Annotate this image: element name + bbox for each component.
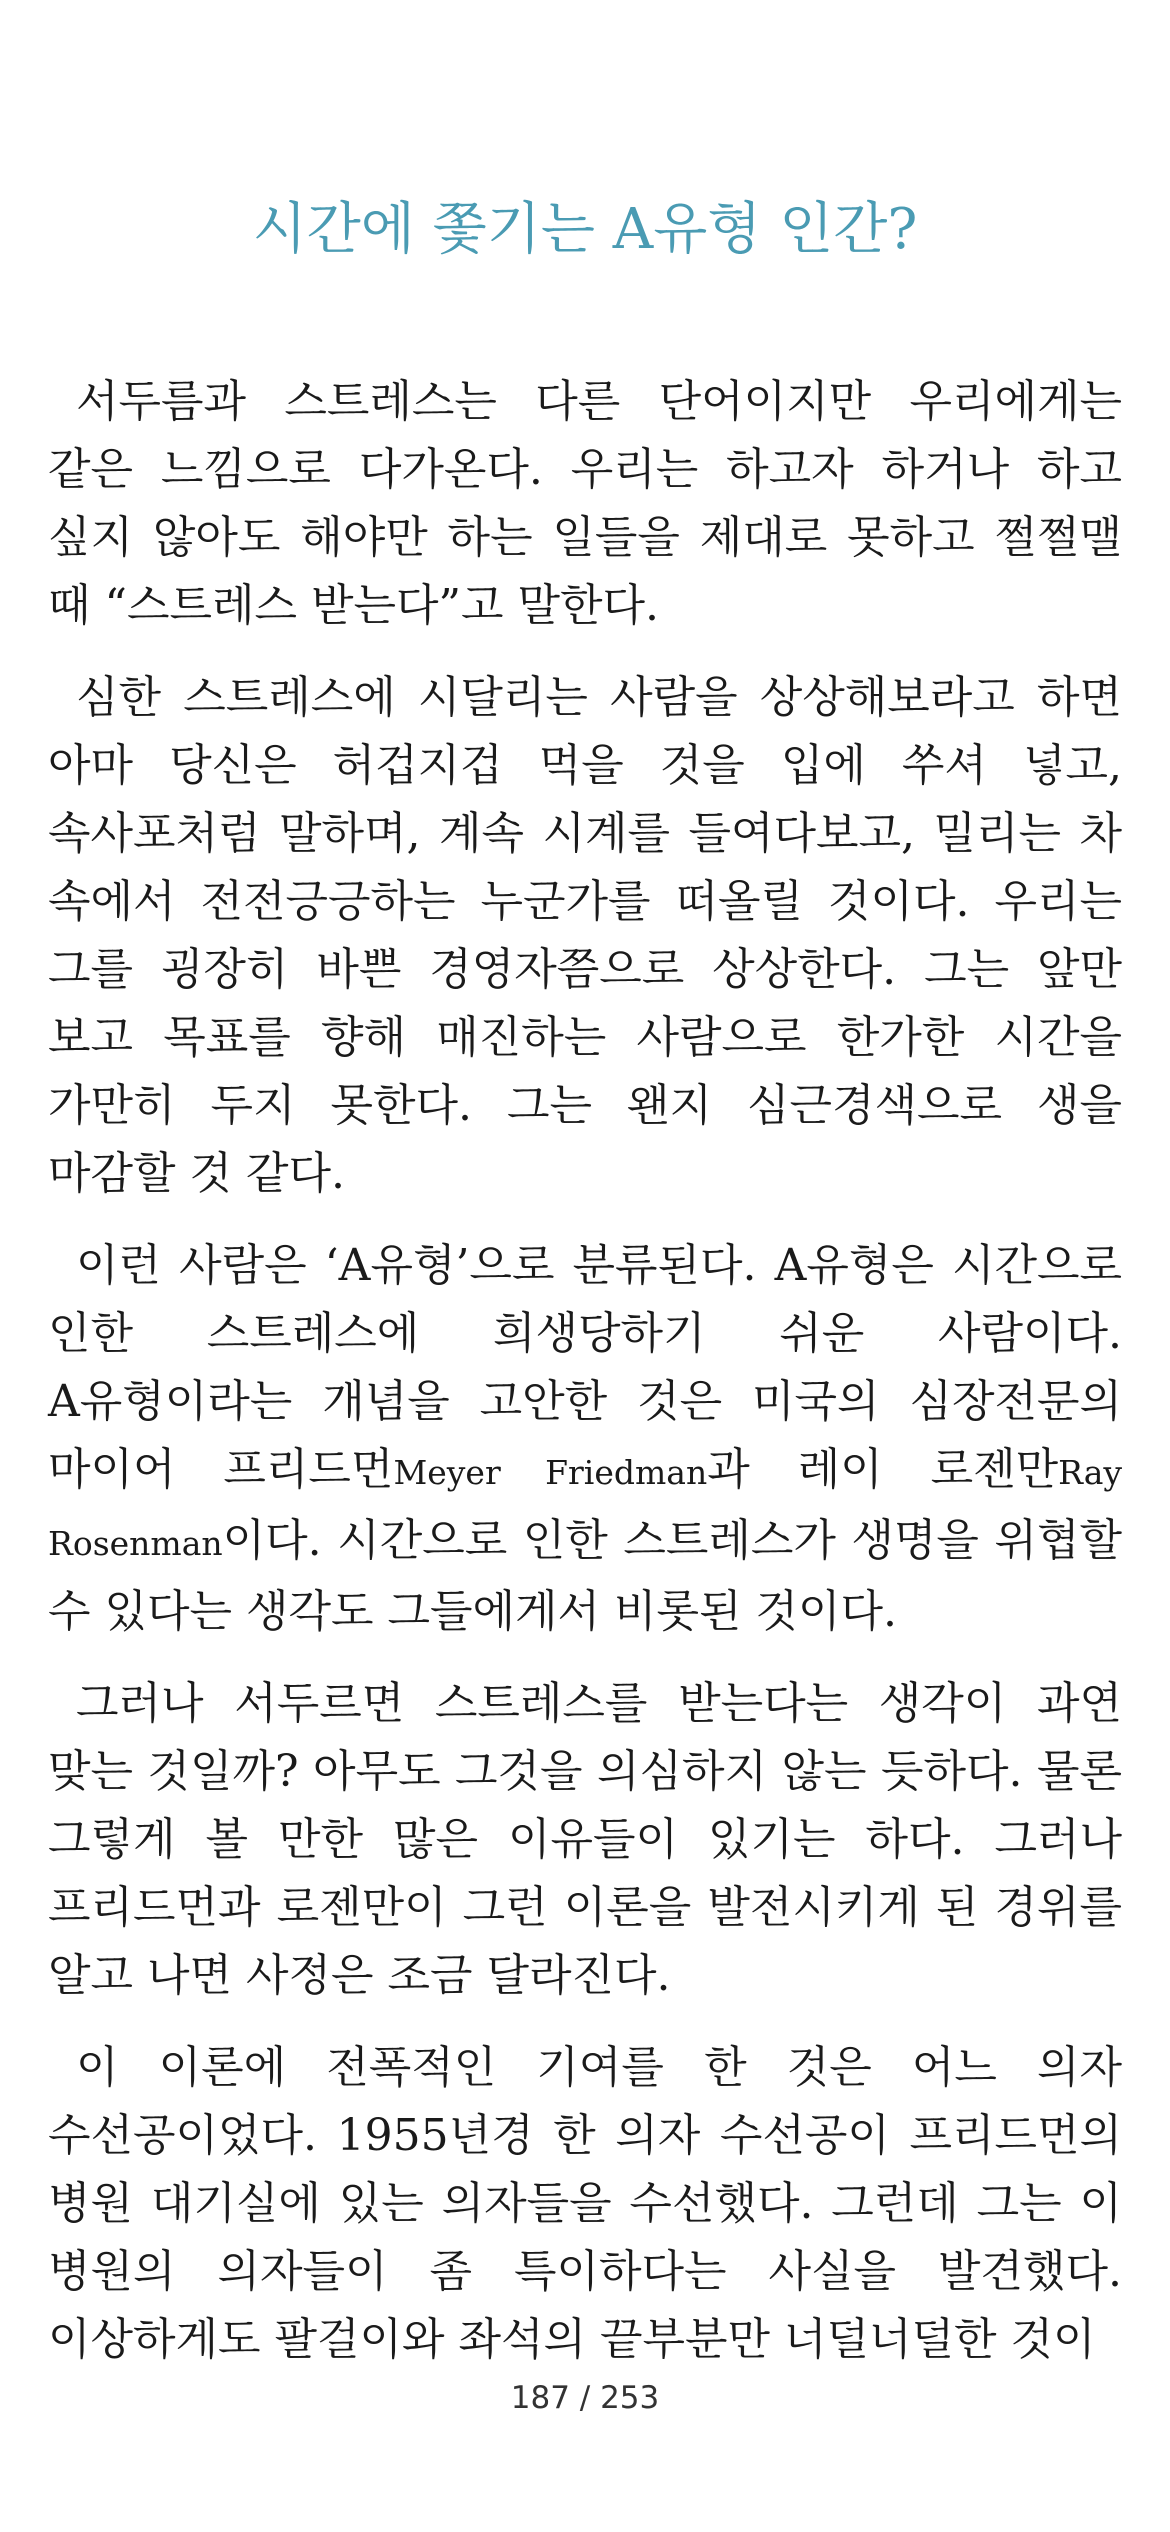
english-name-ray-rosenman: Ray Rosenman [48, 1453, 1123, 1563]
paragraph-3 [48, 1232, 1122, 1646]
chapter-title: 시간에 쫓기는 A유형 인간? [252, 197, 918, 262]
english-name-meyer-friedman: Meyer Friedman [393, 1453, 708, 1492]
page-number: 187 / 253 [510, 2380, 660, 2416]
paragraph-1: 서두름과 스트레스는 다른 단어이지만 우리에게는 같은 느낌으로 다가온다. 우리는 하고자 하거나 하고 싶지 않아도 해야만 하는 일들을 제대로 못하고 쩔쩔맬 때 “스트레스 받는다”고 말한다. [48, 376, 1122, 631]
paragraph-3-text-a: 이런 사람은 ‘A유형’으로 분류된다. A유형은 시간으로 인한 스트레스에 희생당하기 쉬운 사람이다. A유형이라는 개념을 고안한 것은 미국의 심장전문의 마이어 프리드먼 [48, 1240, 1122, 1495]
paragraph-3-text-b: 과 레이 로젠만 [707, 1444, 1059, 1495]
paragraph-3-text-c: 이다. 시간으로 인한 스트레스가 생명을 위협할 수 있다는 생각도 그들에게서 비롯된 것이다. [48, 1515, 1122, 1637]
body-text [48, 368, 1122, 2374]
paragraph-5: 이 이론에 전폭적인 기여를 한 것은 어느 의자 수선공이었다. 1955년경 한 의자 수선공이 프리드먼의 병원 대기실에 있는 의자들을 수선했다. 그런데 그는 이 병원의 의자들이 좀 특이하다는 사실을 발견했다. 이상하게도 팔걸이와 좌석의 끝부분만 너덜너덜한 것이 [48, 2042, 1122, 2365]
paragraph-4: 그러나 서두르면 스트레스를 받는다는 생각이 과연 맞는 것일까? 아무도 그것을 의심하지 않는 듯하다. 물론 그렇게 볼 만한 많은 이유들이 있기는 하다. 그러나 프리드먼과 로젠만이 그런 이론을 발전시키게 된 경위를 알고 나면 사정은 조금 달라진다. [48, 1678, 1122, 2001]
paragraph-2: 심한 스트레스에 시달리는 사람을 상상해보라고 하면 아마 당신은 허겁지겁 먹을 것을 입에 쑤셔 넣고, 속사포처럼 말하며, 계속 시계를 들여다보고, 밀리는 차 속에서 전전긍긍하는 누군가를 떠올릴 것이다. 우리는 그를 굉장히 바쁜 경영자쯤으로 상상한다. 그는 앞만 보고 목표를 향해 매진하는 사람으로 한가한 시간을 가만히 두지 못한다. 그는 왠지 심근경색으로 생을 마감할 것 같다. [48, 672, 1122, 1199]
